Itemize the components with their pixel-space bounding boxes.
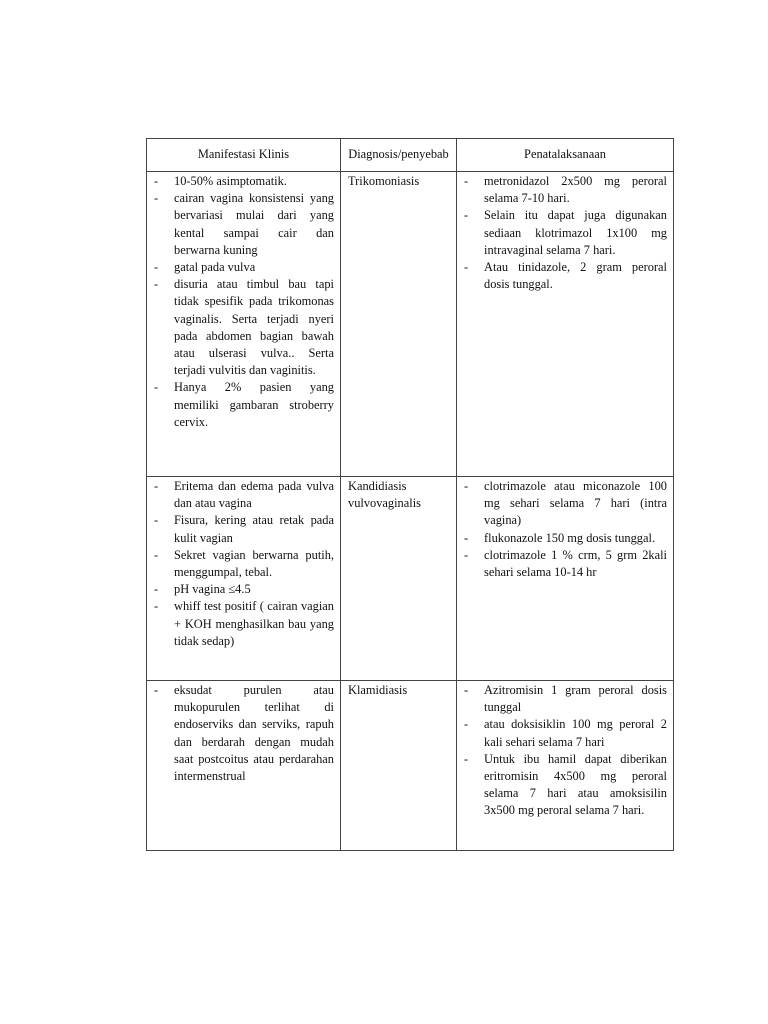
list-item: - Selain itu dapat juga digunakan sediaan klotrimazol 1x100 mg intravaginal selama 7 hari. xyxy=(464,208,667,257)
list-item: - Untuk ibu hamil dapat diberikan eritromisin 4x500 mg peroral selama 7 hari atau amoksisilin 3x500 mg peroral selama 7 hari. xyxy=(464,751,667,818)
manifestasi-cell xyxy=(147,172,341,477)
penatalaksanaan-cell xyxy=(457,477,674,681)
list-item: - Azitromisin 1 gram peroral dosis tunggal xyxy=(464,683,667,715)
list-item: - disuria atau timbul bau tapi tidak spesifik pada trikomonas vaginalis. Serta terjadi nyeri pada abdomen bagian bawah atau ulserasi vulva.. Serta terjadi vulvitis dan vaginitis. xyxy=(154,277,334,378)
diagnosis-cell: Kandidiasis vulvovaginalis xyxy=(341,477,457,681)
list-item: - Eritema dan edema pada vulva dan atau vagina xyxy=(154,479,334,511)
list-item: - whiff test positif ( cairan vagian + KOH menghasilkan bau yang tidak sedap) xyxy=(154,599,334,648)
header-diagnosis: Diagnosis/penyebab xyxy=(341,139,457,172)
table-row xyxy=(147,477,674,681)
header-penatalaksanaan: Penatalaksanaan xyxy=(457,139,674,172)
list-item: - 10-50% asimptomatik. xyxy=(154,174,287,188)
list-item: - clotrimazole 1 % crm, 5 grm 2kali sehari selama 10-14 hr xyxy=(464,547,667,580)
manifestasi-cell xyxy=(147,681,341,851)
list-item: - pH vagina ≤4.5 xyxy=(154,582,251,597)
diagnosis-cell: Trikomoniasis xyxy=(341,172,457,477)
list-item: - gatal pada vulva xyxy=(154,260,256,275)
list-item: - flukonazole 150 mg dosis tunggal. xyxy=(464,530,656,545)
header-manifestasi: Manifestasi Klinis xyxy=(147,139,341,172)
treatment-table xyxy=(146,138,674,851)
list-item: - Fisura, kering atau retak pada kulit vagian xyxy=(154,513,334,545)
list-item: - clotrimazole atau miconazole 100 mg sehari selama 7 hari (intra vagina) xyxy=(464,479,667,528)
list-item: - Sekret vagian berwarna putih, menggumpal, tebal. xyxy=(154,547,334,580)
manifestasi-cell xyxy=(147,477,341,681)
diagnosis-cell: Klamidiasis xyxy=(341,681,457,851)
list-item: - cairan vagina konsistensi yang bervariasi mulai dari yang kental sampai cair dan berwarna kuning xyxy=(154,191,334,257)
table-row xyxy=(147,681,674,851)
list-item: - metronidazol 2x500 mg peroral selama 7-10 hari. xyxy=(464,174,667,206)
penatalaksanaan-cell xyxy=(457,172,674,477)
table-header-row xyxy=(147,139,674,172)
table-row xyxy=(147,172,674,477)
list-item: - Hanya 2% pasien yang memiliki gambaran stroberry cervix. xyxy=(154,380,334,429)
list-item: - atau doksisiklin 100 mg peroral 2 kali sehari selama 7 hari xyxy=(464,717,667,749)
list-item: - Atau tinidazole, 2 gram peroral dosis tunggal. xyxy=(464,260,667,292)
penatalaksanaan-cell xyxy=(457,681,674,851)
list-item: - eksudat purulen atau mukopurulen terlihat di endoserviks dan serviks, rapuh dan berdarah dengan mudah saat postcoitus atau perdarahan intermenstrual xyxy=(154,683,334,784)
